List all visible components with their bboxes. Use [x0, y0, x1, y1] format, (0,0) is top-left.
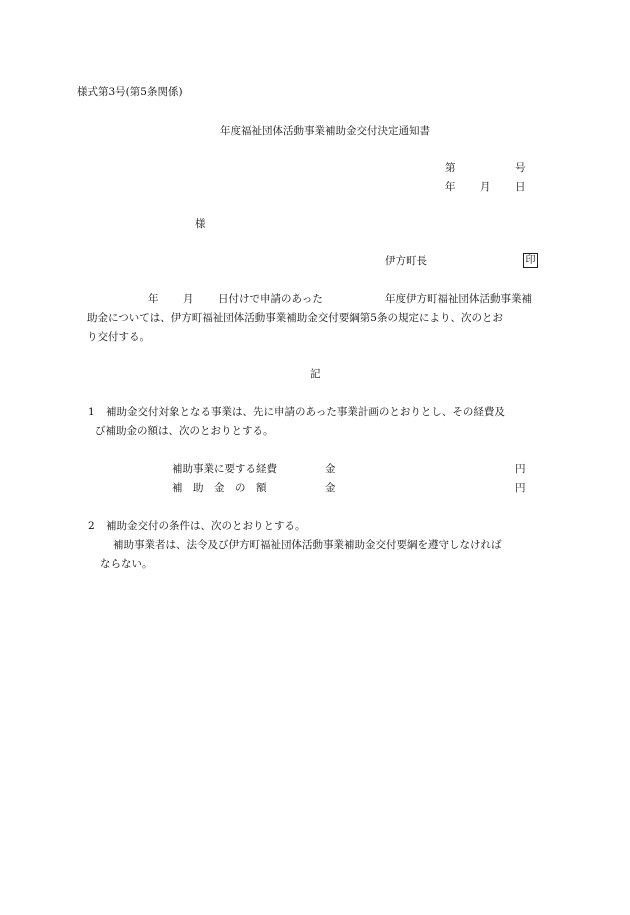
amount-label-expense: 補助事業に要する経費 — [172, 463, 277, 475]
item2-line3: ならない。 — [100, 558, 153, 570]
date-day: 日 — [515, 181, 526, 193]
item2-line2: 補助事業者は、法令及び伊方町福祉団体活動事業補助金交付要綱を遵守しなければ — [113, 539, 502, 551]
body-line3: り交付する。 — [87, 331, 150, 343]
body-applied: 日付けで申請のあった — [218, 293, 323, 305]
document-title: 年度福祉団体活動事業補助金交付決定通知書 — [220, 125, 430, 137]
body-year: 年 — [148, 293, 159, 305]
item2-line1: 補助金交付の条件は、次のとおりとする。 — [106, 520, 306, 532]
amount-label-subsidy: 補 助 金 の 額 — [172, 482, 267, 494]
amount-kin-expense: 金 — [325, 463, 336, 475]
amount-kin-subsidy: 金 — [325, 482, 336, 494]
item2-number: 2 — [88, 520, 95, 532]
seal-mark: 印 — [523, 253, 538, 268]
body-line2: 助金については、伊方町福祉団体活動事業補助金交付要綱第5条の規定により、次のとお — [87, 312, 503, 324]
body-line1-end: 年度伊方町福祉団体活動事業補 — [385, 293, 532, 305]
form-number: 様式第3号(第5条関係) — [77, 86, 183, 98]
doc-number-go: 号 — [515, 162, 526, 174]
body-month: 月 — [183, 293, 194, 305]
ki-heading: 記 — [310, 368, 321, 380]
amount-yen-expense: 円 — [515, 463, 526, 475]
issuer-name: 伊方町長 — [385, 255, 427, 267]
addressee-suffix: 様 — [195, 218, 206, 230]
item1-number: 1 — [88, 406, 95, 418]
doc-number-dai: 第 — [445, 162, 456, 174]
item1-line2: び補助金の額は、次のとおりとする。 — [95, 425, 274, 437]
item1-line1: 補助金交付対象となる事業は、先に申請のあった事業計画のとおりとし、その経費及 — [106, 406, 505, 418]
date-month: 月 — [480, 181, 491, 193]
amount-yen-subsidy: 円 — [515, 482, 526, 494]
date-year: 年 — [445, 181, 456, 193]
